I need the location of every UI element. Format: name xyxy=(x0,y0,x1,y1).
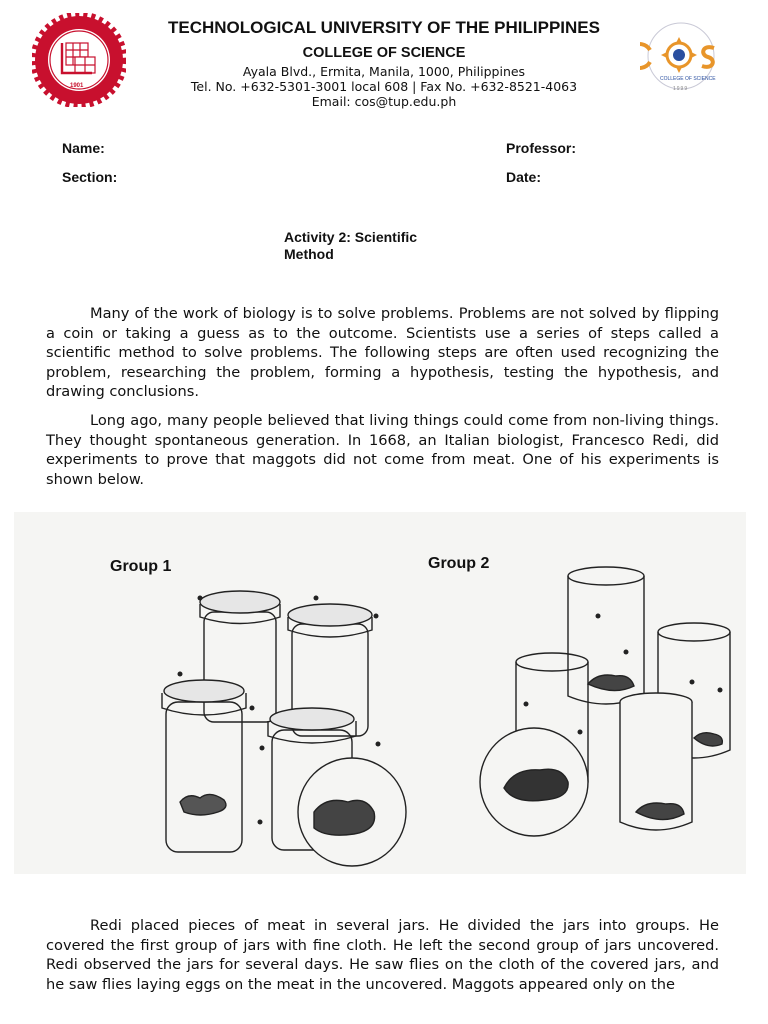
college-name: COLLEGE OF SCIENCE xyxy=(302,45,466,61)
paragraph-3: Redi placed pieces of meat in several jars. He divided the jars into groups. He covered the first group of jars with fine cloth. He left the second group of jars uncovered. Redi observed the jars for several days. He saw flies on the cloth of the covered jars, and he saw flies laying eggs on the meat in the uncovered. Maggots appeared only on the xyxy=(46,917,719,993)
section-label: Section: xyxy=(62,169,118,185)
open-jar xyxy=(568,567,644,704)
group-1-label: Group 1 xyxy=(110,558,172,575)
redi-experiment-figure xyxy=(14,512,746,874)
email-line: Email: cos@tup.edu.ph xyxy=(311,94,457,109)
activity-title-line1: Activity 2: Scientific xyxy=(284,229,418,245)
cos-logo-subtitle: COLLEGE OF SCIENCE xyxy=(660,76,716,82)
activity-title xyxy=(284,229,454,263)
name-label: Name: xyxy=(62,140,105,156)
paragraph-experiment xyxy=(46,916,719,994)
paragraph-history xyxy=(46,411,719,489)
date-label: Date: xyxy=(506,169,542,185)
group-2-label: Group 2 xyxy=(428,555,490,572)
address-line: Ayala Blvd., Ermita, Manila, 1000, Philippines xyxy=(242,64,526,79)
cos-logo-year: 1999 xyxy=(673,86,689,92)
open-jar xyxy=(620,693,692,830)
paragraph-1: Many of the work of biology is to solve problems. Problems are not solved by flipping a coin or taking a guess as to the outcome. Scientists use a series of steps called a scientific method to solve problems. The following steps are often used recognizing the problem, researching the problem, forming a hypothesis, testing the hypothesis, and drawing conclusions. xyxy=(46,305,719,401)
paragraph-intro xyxy=(46,304,719,402)
professor-label: Professor: xyxy=(506,140,577,156)
activity-title-line2: Method xyxy=(284,246,334,262)
paragraph-2: Long ago, many people believed that living things could come from non-living things. They thought spontaneous generation. In 1668, an Italian biologist, Francesco Redi, did experiments to prove that maggots did not come from meat. One of his experiments is shown below. xyxy=(46,412,719,488)
university-name: TECHNOLOGICAL UNIVERSITY OF THE PHILIPPINES xyxy=(168,18,600,37)
phone-line: Tel. No. +632-5301-3001 local 608 | Fax No. +632-8521-4063 xyxy=(190,79,578,94)
seal-year: 1901 xyxy=(70,83,84,89)
